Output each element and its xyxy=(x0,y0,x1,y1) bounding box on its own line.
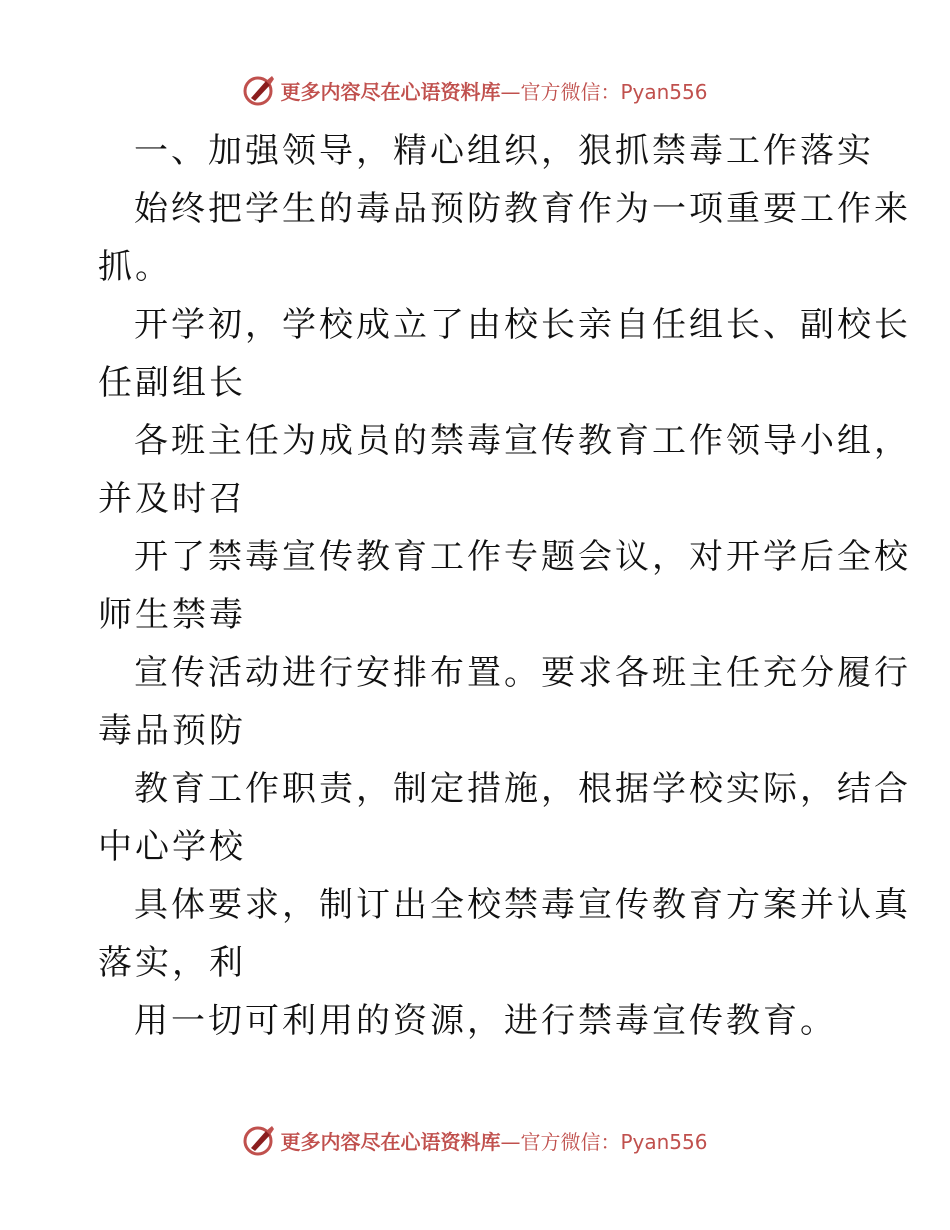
paragraph-line-wrap: 毒品预防 xyxy=(98,711,246,751)
header-banner-wechat: —官方微信：Pyan556 xyxy=(500,79,708,104)
paragraph-line-wrap: 任副组长 xyxy=(98,363,246,403)
header-banner-text xyxy=(280,76,707,105)
footer-banner-wechat: —官方微信：Pyan556 xyxy=(500,1129,708,1154)
footer-banner-lead: 更多内容尽在心语资料库 xyxy=(280,1129,501,1154)
document-body xyxy=(98,122,911,1050)
footer-banner xyxy=(0,1120,950,1160)
pen-nib-circle-icon xyxy=(242,1123,276,1157)
paragraph-line-wrap: 师生禁毒 xyxy=(98,595,246,635)
header-banner-lead: 更多内容尽在心语资料库 xyxy=(280,79,501,104)
paragraph-line-wrap: 并及时召 xyxy=(98,479,246,519)
header-banner xyxy=(0,70,950,110)
section-heading: 一、加强领导，精心组织，狠抓禁毒工作落实 xyxy=(134,131,874,171)
paragraph-line: 开了禁毒宣传教育工作专题会议，对开学后全校 xyxy=(134,537,911,577)
paragraph-line-wrap: 中心学校 xyxy=(98,827,246,867)
paragraph-line: 具体要求，制订出全校禁毒宣传教育方案并认真 xyxy=(134,885,911,925)
paragraph-line-wrap: 抓。 xyxy=(98,247,172,287)
footer-banner-text xyxy=(280,1126,707,1155)
paragraph-line: 宣传活动进行安排布置。要求各班主任充分履行 xyxy=(134,653,911,693)
paragraph-line: 始终把学生的毒品预防教育作为一项重要工作来 xyxy=(134,189,911,229)
paragraph-line: 各班主任为成员的禁毒宣传教育工作领导小组， xyxy=(134,421,911,461)
paragraph-line: 教育工作职责，制定措施，根据学校实际，结合 xyxy=(134,769,911,809)
paragraph-line-wrap: 落实，利 xyxy=(98,943,246,983)
paragraph-line: 用一切可利用的资源，进行禁毒宣传教育。 xyxy=(134,1001,837,1041)
paragraph-line: 开学初，学校成立了由校长亲自任组长、副校长 xyxy=(134,305,911,345)
pen-nib-circle-icon xyxy=(242,73,276,107)
